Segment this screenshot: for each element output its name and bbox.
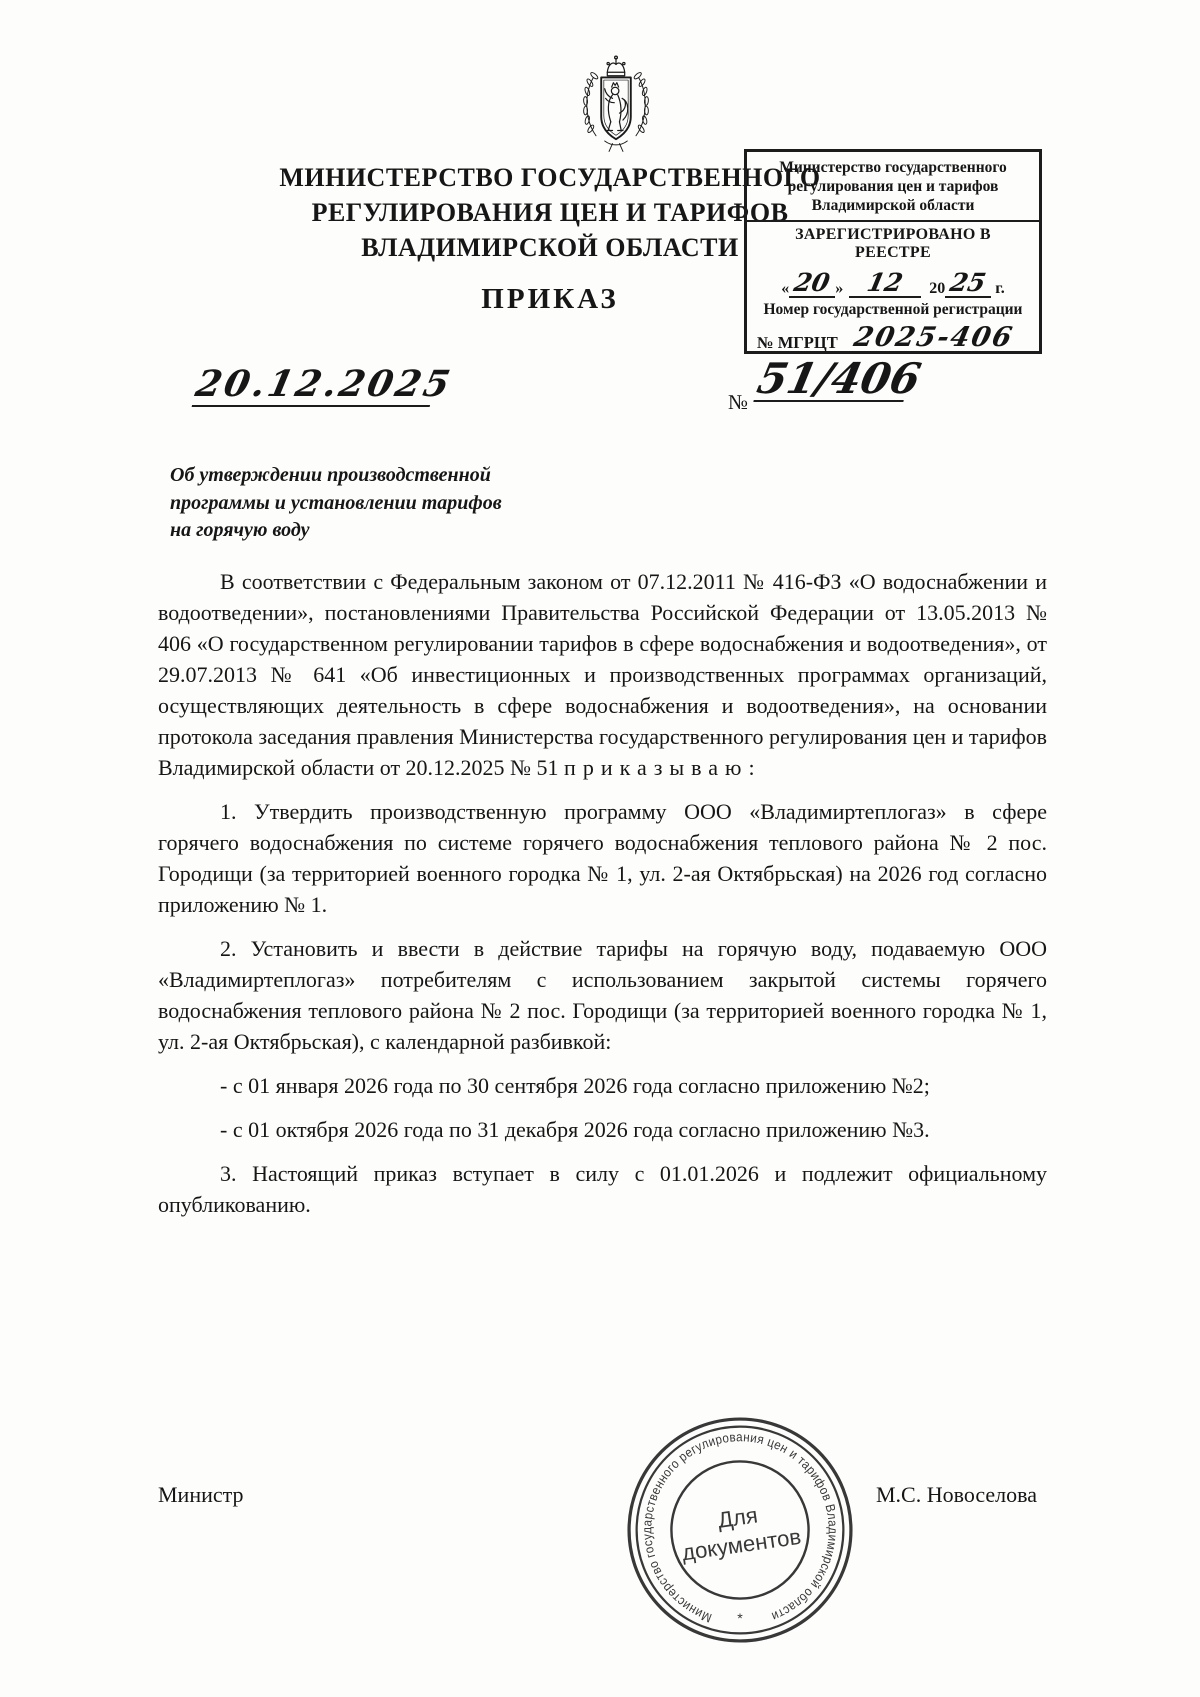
stamp-date-row [757,264,1029,298]
signature-name: М.С. Новоселова [875,1482,1037,1507]
official-seal [622,1412,858,1648]
stamp-regnumber-label: Номер государственной регистрации [763,301,1023,318]
decree-word: приказываю: [564,755,762,780]
stamp-divider-line [747,220,1039,222]
stamp-org-line-1: Министерство государственного [779,159,1007,176]
signature-position: Министр [158,1482,244,1507]
subject-line-1: Об утверждении производственной [170,464,491,486]
tariff-period-2: - с 01 октября 2026 года по 31 декабря 2026 года согласно приложению №3. [220,1117,930,1142]
signature-row [158,1482,1037,1508]
stamp-regnumber-row [757,319,1029,353]
seal-center-line-1: Для [716,1502,760,1533]
order-item-3: 3. Настоящий приказ вступает в силу с 01.01.2026 и подлежит официальному опубликованию. [158,1161,1047,1217]
seal-star-separator: * [737,1609,743,1626]
doc-date-handwritten: 20.12.2025 [192,363,457,405]
preamble-text: В соответствии с Федеральным законом от 07.12.2011 № 416-ФЗ «О водоснабжении и водоотведении», постановлениями Правительства Российской Федерации от 13.05.2013 № 406 «О государственном регулировании тарифов в сфере водоснабжения и водоотведения», от 29.07.2013 № 641 «Об инвестиционных и производственных программах организаций, осуществляющих деятельность в сфере водоснабжения и водоотведения», на основании протокола заседания правления Министерства государственного регулирования цен и тарифов Владимирской области от 20.12.2025 № 51 [158,569,1047,780]
doc-subject [170,462,570,545]
subject-line-2: программы и установлении тарифов [170,491,502,514]
seal-center-line-2: документов [680,1523,803,1566]
stamp-regnumber-value: 2025-406 [835,324,1032,353]
stamp-month-value: 12 [864,268,906,297]
stamp-year-value: 25 [947,268,989,297]
org-title-line-2: РЕГУЛИРОВАНИЯ ЦЕН И ТАРИФОВ [311,198,789,227]
stamp-year-suffix: г. [995,280,1005,297]
seal-ring-text: Министерство государственного регулирования цен и тарифов Владимирской области [639,1429,841,1626]
doc-number-handwritten: 51/406 [753,354,925,403]
stamp-regnumber-prefix: № МГРЦТ [757,333,838,352]
org-title-line-1: МИНИСТЕРСТВО ГОСУДАРСТВЕННОГО [279,163,821,192]
order-item-1: 1. Утвердить производственную программу ООО «Владимиртеплогаз» в сфере горячего водоснабжения по системе горячего водоснабжения теплового района № 2 пос. Городищи (за территорией военного городка № 1, ул. 2-ая Октябрьская) на 2026 год согласно приложению № 1. [158,799,1047,917]
tariff-period-1: - с 01 января 2026 года по 30 сентября 2026 года согласно приложению №2; [220,1073,930,1098]
stamp-org-line-3: Владимирской области [811,197,975,214]
document-type-title: ПРИКАЗ [481,283,619,315]
subject-line-3: на горячую воду [170,519,310,541]
doc-body [158,566,1047,1233]
preamble-paragraph [158,566,1047,783]
stamp-close-quote: » [835,280,844,297]
stamp-org-line-2: регулирования цен и тарифов [787,178,999,195]
doc-number-sign: № [728,390,749,414]
org-title-line-3: ВЛАДИМИРСКОЙ ОБЛАСТИ [361,233,739,262]
stamp-year-prefix: 20 [929,280,946,297]
registration-stamp-box [744,149,1042,354]
stamp-open-quote: « [781,280,790,297]
coat-of-arms-icon [572,54,660,154]
stamp-day-value: 20 [791,268,833,297]
stamp-org-name [757,158,1029,215]
stamp-registered-label: ЗАРЕГИСТРИРОВАНО В РЕЕСТРЕ [795,226,991,261]
order-item-2: 2. Установить и ввести в действие тарифы на горячую воду, подаваемую ООО «Владимиртеплогаз» потребителям с использованием закрытой системы горячего водоснабжения теплового района № 2 пос. Городищи (за территорией военного городка № 1, ул. 2-ая Октябрьская), с календарной разбивкой: [158,936,1047,1054]
